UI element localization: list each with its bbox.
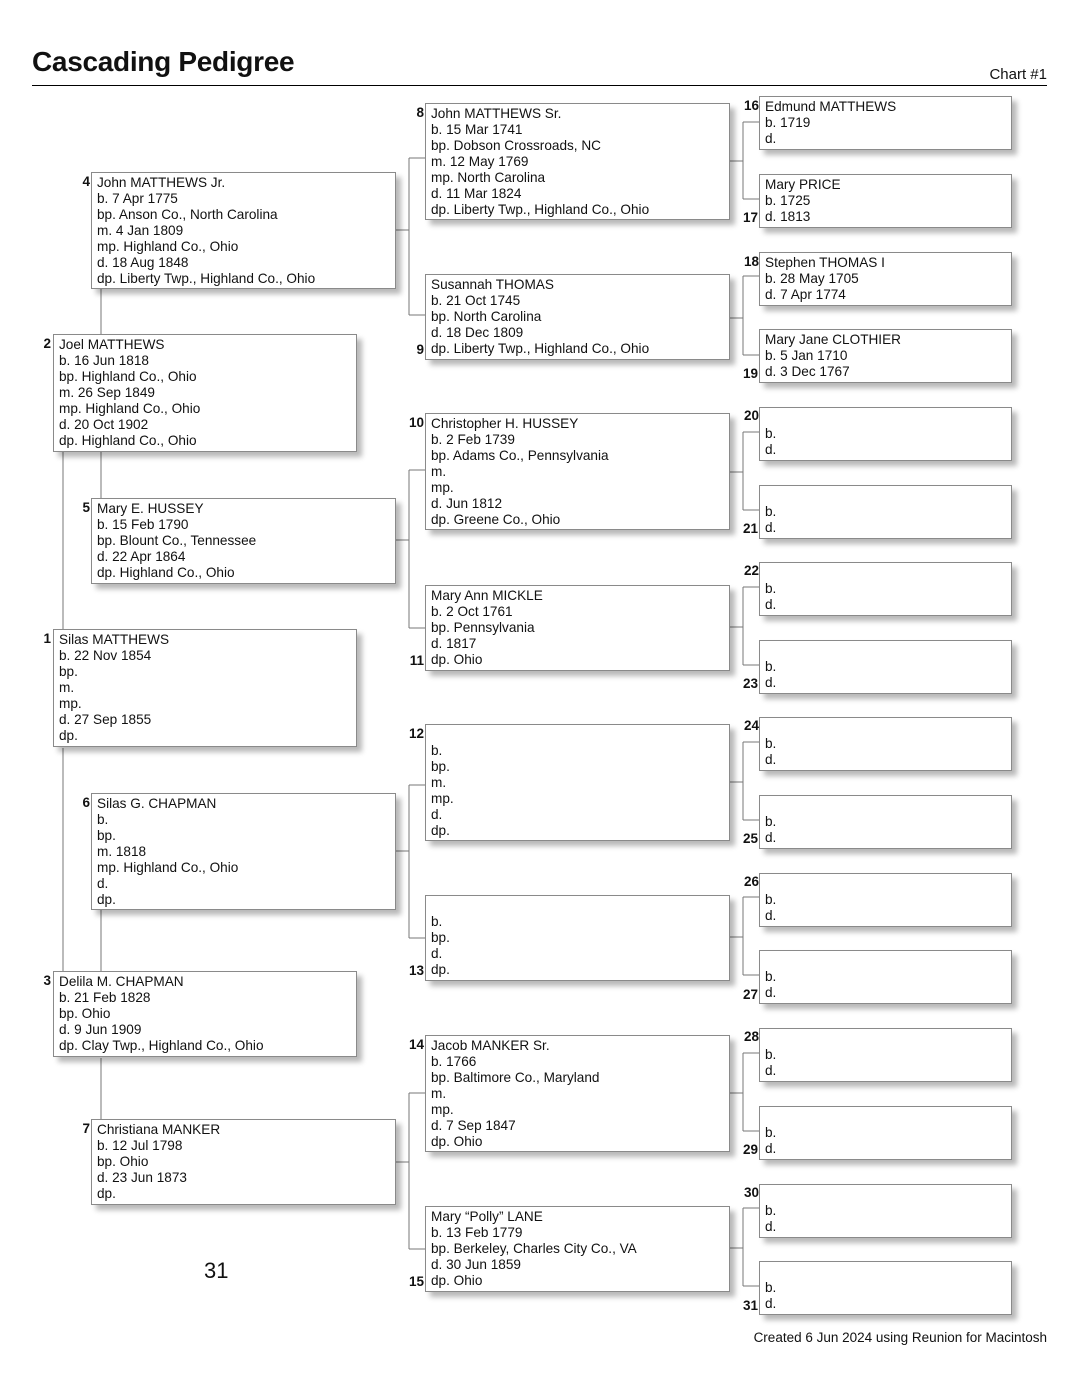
birth-place: bp. Blount Co., Tennessee	[97, 533, 257, 548]
death-date: d.	[765, 908, 777, 923]
marriage-date: m. 4 Jan 1809	[97, 223, 184, 238]
person-number: 14	[408, 1037, 424, 1052]
person-number: 31	[742, 1298, 758, 1313]
birth-date: b. 7 Apr 1775	[97, 191, 178, 206]
person-name: Mary E. HUSSEY	[97, 501, 204, 516]
person-number: 2	[43, 336, 51, 351]
birth-date: b. 21 Feb 1828	[59, 990, 151, 1005]
person-name: Mary “Polly” LANE	[431, 1209, 543, 1224]
person-number: 10	[408, 415, 424, 430]
person-box-13[interactable]	[425, 895, 730, 981]
birth-date: b.	[765, 1047, 777, 1062]
marriage-place: mp.	[431, 1102, 454, 1117]
birth-date: b. 1725	[765, 193, 811, 208]
death-date: d.	[431, 807, 443, 822]
birth-date: b. 12 Jul 1798	[97, 1138, 183, 1153]
person-number: 28	[743, 1029, 759, 1044]
death-place: dp. Highland Co., Ohio	[97, 565, 235, 580]
death-place: dp. Highland Co., Ohio	[59, 433, 197, 448]
person-box-20[interactable]	[759, 407, 1012, 461]
birth-date: b. 1719	[765, 115, 811, 130]
birth-place: bp. North Carolina	[431, 309, 542, 324]
death-date: d.	[765, 985, 777, 1000]
marriage-date: m.	[59, 680, 75, 695]
person-box-19[interactable]	[759, 329, 1012, 383]
person-box-21[interactable]	[759, 485, 1012, 539]
birth-date: b. 15 Mar 1741	[431, 122, 523, 137]
birth-date: b. 5 Jan 1710	[765, 348, 848, 363]
person-box-4[interactable]	[91, 172, 396, 289]
person-box-14[interactable]	[425, 1035, 730, 1152]
person-number: 12	[408, 726, 424, 741]
person-box-7[interactable]	[91, 1119, 396, 1205]
person-number: 9	[416, 342, 424, 357]
death-date: d.	[431, 946, 443, 961]
person-name: Joel MATTHEWS	[59, 337, 165, 352]
birth-date: b.	[765, 892, 777, 907]
marriage-place: mp. Highland Co., Ohio	[97, 860, 239, 875]
person-box-6[interactable]	[91, 793, 396, 910]
person-number: 19	[742, 366, 758, 381]
person-name	[765, 488, 1011, 504]
person-box-8[interactable]	[425, 103, 730, 220]
death-place: dp.	[97, 892, 116, 907]
birth-date: b.	[765, 969, 777, 984]
death-date: d. Jun 1812	[431, 496, 503, 511]
death-place: dp.	[97, 1186, 116, 1201]
person-name: Jacob MANKER Sr.	[431, 1038, 550, 1053]
marriage-place: mp.	[431, 480, 454, 495]
person-number: 23	[742, 676, 758, 691]
person-number: 21	[742, 521, 758, 536]
death-date: d. 18 Dec 1809	[431, 325, 524, 340]
person-number: 27	[742, 987, 758, 1002]
marriage-date: m.	[431, 1086, 447, 1101]
death-place: dp. Ohio	[431, 1134, 483, 1149]
death-date: d. 1817	[431, 636, 477, 651]
death-date: d. 9 Jun 1909	[59, 1022, 142, 1037]
person-name: Stephen THOMAS I	[765, 255, 885, 270]
chart-number: Chart #1	[989, 66, 1047, 83]
person-box-26[interactable]	[759, 873, 1012, 927]
person-box-12[interactable]	[425, 724, 730, 841]
death-date: d. 30 Jun 1859	[431, 1257, 521, 1272]
marriage-place: mp. Highland Co., Ohio	[59, 401, 201, 416]
person-number: 6	[82, 795, 90, 810]
person-box-17[interactable]	[759, 174, 1012, 228]
death-date: d. 3 Dec 1767	[765, 364, 850, 379]
person-number: 17	[742, 210, 758, 225]
birth-date: b.	[765, 426, 777, 441]
death-date: d.	[765, 1063, 777, 1078]
birth-date: b. 2 Oct 1761	[431, 604, 513, 619]
person-number: 22	[743, 563, 759, 578]
person-box-18[interactable]	[759, 252, 1012, 306]
person-box-11[interactable]	[425, 585, 730, 671]
birth-date: b.	[765, 504, 777, 519]
birth-date: b. 21 Oct 1745	[431, 293, 521, 308]
death-date: d.	[765, 1296, 777, 1311]
person-name: Christopher H. HUSSEY	[431, 416, 579, 431]
birth-date: b.	[765, 581, 777, 596]
person-number: 24	[743, 718, 759, 733]
death-date: d.	[765, 520, 777, 535]
birth-place: bp. Adams Co., Pennsylvania	[431, 448, 609, 463]
death-date: d. 11 Mar 1824	[431, 186, 522, 201]
person-box-30[interactable]	[759, 1184, 1012, 1238]
death-date: d. 27 Sep 1855	[59, 712, 152, 727]
birth-date: b.	[765, 736, 777, 751]
person-box-31[interactable]	[759, 1261, 1012, 1315]
death-place: dp. Liberty Twp., Highland Co., Ohio	[97, 271, 316, 286]
birth-date: b. 22 Nov 1854	[59, 648, 152, 663]
birth-place: bp. Highland Co., Ohio	[59, 369, 197, 384]
death-date: d. 7 Sep 1847	[431, 1118, 516, 1133]
person-name	[765, 410, 1011, 426]
death-date: d.	[765, 1141, 777, 1156]
person-name	[765, 1187, 1011, 1203]
person-box-15[interactable]	[425, 1206, 730, 1292]
person-name	[431, 727, 729, 743]
person-box-22[interactable]	[759, 562, 1012, 616]
person-number: 25	[742, 831, 758, 846]
person-name: Mary Ann MICKLE	[431, 588, 543, 603]
person-name	[765, 643, 1011, 659]
page-title: Cascading Pedigree	[32, 46, 295, 77]
birth-date: b.	[431, 914, 443, 929]
birth-date: b. 13 Feb 1779	[431, 1225, 523, 1240]
person-number: 11	[409, 653, 424, 668]
birth-date: b. 15 Feb 1790	[97, 517, 189, 532]
birth-date: b.	[431, 743, 443, 758]
person-number: 13	[408, 963, 424, 978]
person-number: 29	[742, 1142, 758, 1157]
death-date: d.	[765, 597, 777, 612]
person-name	[765, 565, 1011, 581]
birth-place: bp. Baltimore Co., Maryland	[431, 1070, 600, 1085]
death-place: dp.	[431, 823, 450, 838]
death-date: d. 7 Apr 1774	[765, 287, 846, 302]
person-name	[765, 1264, 1011, 1280]
person-number: 20	[743, 408, 759, 423]
birth-place: bp. Berkeley, Charles City Co., VA	[431, 1241, 637, 1256]
death-place: dp. Clay Twp., Highland Co., Ohio	[59, 1038, 264, 1053]
birth-date: b. 16 Jun 1818	[59, 353, 149, 368]
death-place: dp. Ohio	[431, 1273, 483, 1288]
person-box-25[interactable]	[759, 795, 1012, 849]
person-number: 1	[43, 631, 51, 646]
birth-place: bp.	[59, 664, 78, 679]
birth-place: bp. Dobson Crossroads, NC	[431, 138, 601, 153]
death-date: d.	[765, 442, 777, 457]
death-date: d.	[765, 131, 777, 146]
person-name	[765, 720, 1011, 736]
person-box-5[interactable]	[91, 498, 396, 584]
person-number: 8	[416, 105, 424, 120]
death-place: dp.	[59, 728, 78, 743]
death-date: d.	[97, 876, 109, 891]
death-date: d. 1813	[765, 209, 811, 224]
birth-date: b. 2 Feb 1739	[431, 432, 515, 447]
death-place: dp. Liberty Twp., Highland Co., Ohio	[431, 341, 650, 356]
person-name	[765, 876, 1011, 892]
person-name: John MATTHEWS Jr.	[97, 175, 226, 190]
person-name	[765, 1031, 1011, 1047]
person-box-2[interactable]	[53, 334, 357, 452]
death-date: d. 18 Aug 1848	[97, 255, 189, 270]
person-box-27[interactable]	[759, 950, 1012, 1004]
death-place: dp. Greene Co., Ohio	[431, 512, 561, 527]
person-box-23[interactable]	[759, 640, 1012, 694]
death-date: d.	[765, 752, 777, 767]
person-box-1[interactable]	[53, 629, 357, 747]
person-number: 15	[408, 1274, 424, 1289]
person-box-28[interactable]	[759, 1028, 1012, 1082]
person-name: Delila M. CHAPMAN	[59, 974, 184, 989]
person-name: Edmund MATTHEWS	[765, 99, 897, 114]
birth-date: b.	[765, 1203, 777, 1218]
person-name: Silas G. CHAPMAN	[97, 796, 217, 811]
marriage-place: mp.	[59, 696, 82, 711]
birth-place: bp.	[431, 930, 450, 945]
marriage-place: mp.	[431, 791, 454, 806]
person-name: John MATTHEWS Sr.	[431, 106, 562, 121]
person-name: Silas MATTHEWS	[59, 632, 170, 647]
person-name: Mary PRICE	[765, 177, 841, 192]
birth-place: bp. Ohio	[59, 1006, 111, 1021]
marriage-date: m. 26 Sep 1849	[59, 385, 155, 400]
person-box-24[interactable]	[759, 717, 1012, 771]
person-name: Susannah THOMAS	[431, 277, 554, 292]
person-number: 16	[743, 98, 759, 113]
birth-date: b.	[97, 812, 109, 827]
person-number: 3	[43, 973, 51, 988]
birth-place: bp. Pennsylvania	[431, 620, 535, 635]
death-place: dp. Liberty Twp., Highland Co., Ohio	[431, 202, 650, 217]
birth-place: bp. Ohio	[97, 1154, 149, 1169]
birth-date: b.	[765, 814, 777, 829]
marriage-place: mp. North Carolina	[431, 170, 546, 185]
birth-date: b. 1766	[431, 1054, 477, 1069]
birth-date: b.	[765, 659, 777, 674]
person-number: 26	[743, 874, 759, 889]
marriage-place: mp. Highland Co., Ohio	[97, 239, 239, 254]
death-place: dp.	[431, 962, 450, 977]
death-place: dp. Ohio	[431, 652, 483, 667]
birth-date: b. 28 May 1705	[765, 271, 859, 286]
death-date: d.	[765, 675, 777, 690]
birth-date: b.	[765, 1280, 777, 1295]
person-name	[765, 798, 1011, 814]
death-date: d. 23 Jun 1873	[97, 1170, 187, 1185]
birth-place: bp. Anson Co., North Carolina	[97, 207, 278, 222]
person-name	[765, 953, 1011, 969]
person-name	[431, 898, 729, 914]
person-box-3[interactable]	[53, 971, 357, 1057]
marriage-date: m.	[431, 464, 447, 479]
person-name: Mary Jane CLOTHIER	[765, 332, 901, 347]
death-date: d.	[765, 1219, 777, 1234]
death-date: d.	[765, 830, 777, 845]
person-box-9[interactable]	[425, 274, 730, 360]
person-name: Christiana MANKER	[97, 1122, 221, 1137]
death-date: d. 22 Apr 1864	[97, 549, 186, 564]
marriage-date: m. 1818	[97, 844, 147, 859]
person-number: 18	[743, 254, 759, 269]
birth-date: b.	[765, 1125, 777, 1140]
person-box-29[interactable]	[759, 1106, 1012, 1160]
person-number: 5	[82, 500, 90, 515]
person-box-10[interactable]	[425, 413, 730, 530]
person-number: 7	[82, 1121, 90, 1136]
person-name	[765, 1109, 1011, 1125]
birth-place: bp.	[431, 759, 450, 774]
person-number: 30	[743, 1185, 759, 1200]
footer-credit: Created 6 Jun 2024 using Reunion for Macintosh	[753, 1330, 1047, 1345]
person-number: 4	[82, 174, 90, 189]
marriage-date: m.	[431, 775, 447, 790]
birth-place: bp.	[97, 828, 116, 843]
person-box-16[interactable]	[759, 96, 1012, 150]
death-date: d. 20 Oct 1902	[59, 417, 149, 432]
page-number: 31	[204, 1258, 229, 1283]
marriage-date: m. 12 May 1769	[431, 154, 529, 169]
